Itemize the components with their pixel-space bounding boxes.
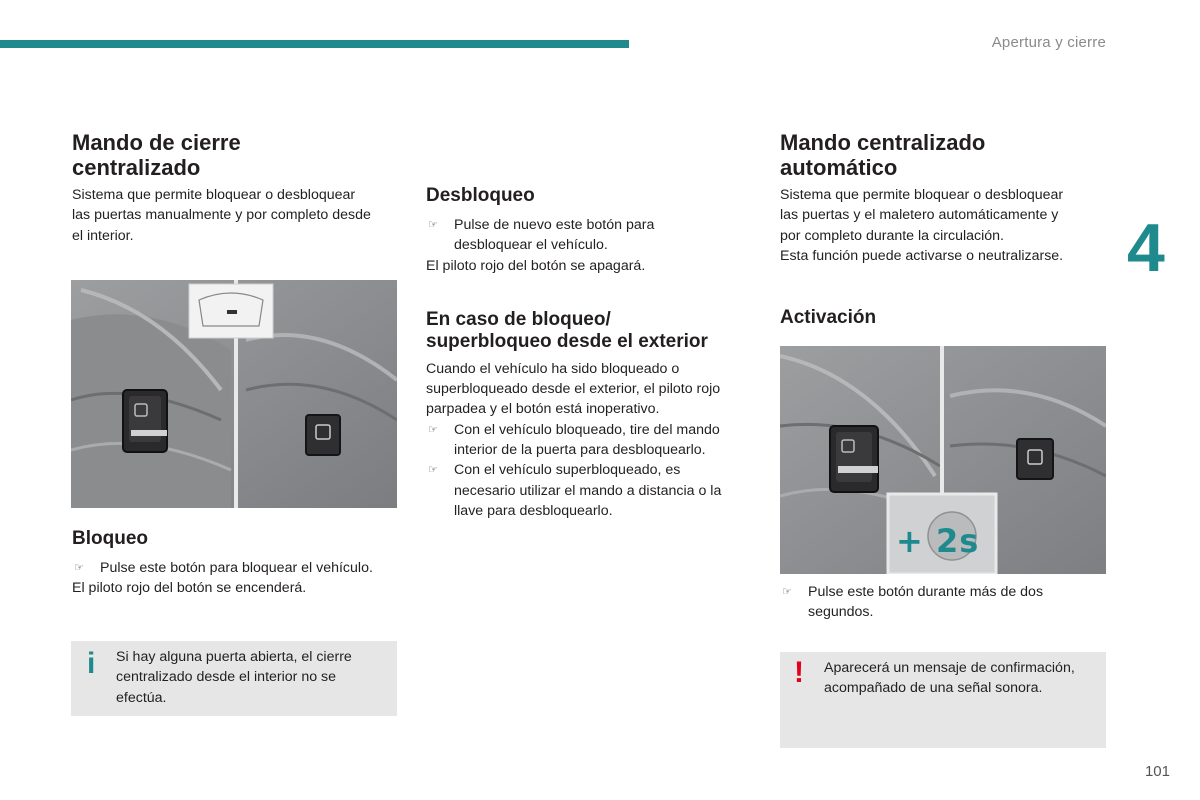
pointer-bullet-icon: ☞ [428,219,438,231]
dashboard-illustration [71,280,397,508]
unlock-bullet: ☞ Pulse de nuevo este botón para desbloquear el vehículo. [428,217,655,254]
middle-column [426,185,756,521]
unlock-result-text: El piloto rojo del botón se apagará. [426,257,646,274]
page-number: 101 [1144,763,1170,780]
exterior-bullet-locked: ☞ Con el vehículo bloqueado, tire del mando interior de la puerta para desbloquearlo. [428,421,720,459]
left-title: Mando de cierre centralizado [72,130,241,180]
section-title: Apertura y cierre [991,34,1106,51]
right-intro: Sistema que permite bloquear o desbloquear las puertas y el maletero automáticamente y por completo durante la circulación. Esta función puede activarse o neutralizarse. [780,187,1064,264]
exterior-bullet-superlocked: ☞ Con el vehículo superbloqueado, es necesario utilizar el mando a distancia o la llave para desbloquearlo. [428,462,722,519]
right-column [780,130,1110,329]
info-note [71,641,397,716]
pointer-bullet-icon: ☞ [782,586,792,598]
info-icon: i [87,647,96,680]
automatic-lock-image [780,346,1106,574]
pointer-bullet-icon: ☞ [428,464,438,477]
lock-section [72,528,402,599]
lock-result-text: El piloto rojo del botón se encenderá. [72,580,307,597]
lock-bullet: ☞ Pulse este botón para bloquear el vehículo. [72,558,402,578]
warning-note-text: Aparecerá un mensaje de confirmación, acompañado de una señal sonora. [824,660,1075,697]
activation-bullet: ☞ Pulse este botón durante más de dos segundos. [782,584,1044,621]
right-title: Mando centralizado automático [780,130,986,180]
exterior-lock-heading: En caso de bloqueo/ superbloqueo desde el exterior [426,308,708,352]
exterior-lock-text: Cuando el vehículo ha sido bloqueado o superbloqueado desde el exterior, el piloto rojo parpadea y el botón está inoperativo. ☞ Con el vehículo bloqueado, tire del mando interior de la puerta para desbloquearlo. ☞ Con el vehículo superbloqueado, es necesario utilizar el mando a distancia o la llave para desbloquearlo. [426,359,756,521]
central-lock-switch-image [71,280,397,508]
chapter-number: 4 [1127,210,1165,286]
header-accent-bar [0,40,629,48]
two-seconds-badge: + 2s [896,522,980,560]
warning-note [780,652,1106,748]
info-note-text: Si hay alguna puerta abierta, el cierre centralizado desde el interior no se efectúa. [116,649,352,706]
pointer-bullet-icon: ☞ [74,562,84,574]
activation-instructions [780,582,1110,623]
left-intro: Sistema que permite bloquear o desbloquear las puertas manualmente y por completo desde el interior. [72,187,371,244]
lock-heading: Bloqueo [72,528,148,549]
left-column [72,130,402,246]
warning-icon: ! [794,656,804,689]
activation-heading: Activación [780,307,877,329]
unlock-heading: Desbloqueo [426,185,535,206]
pointer-bullet-icon: ☞ [428,423,438,436]
